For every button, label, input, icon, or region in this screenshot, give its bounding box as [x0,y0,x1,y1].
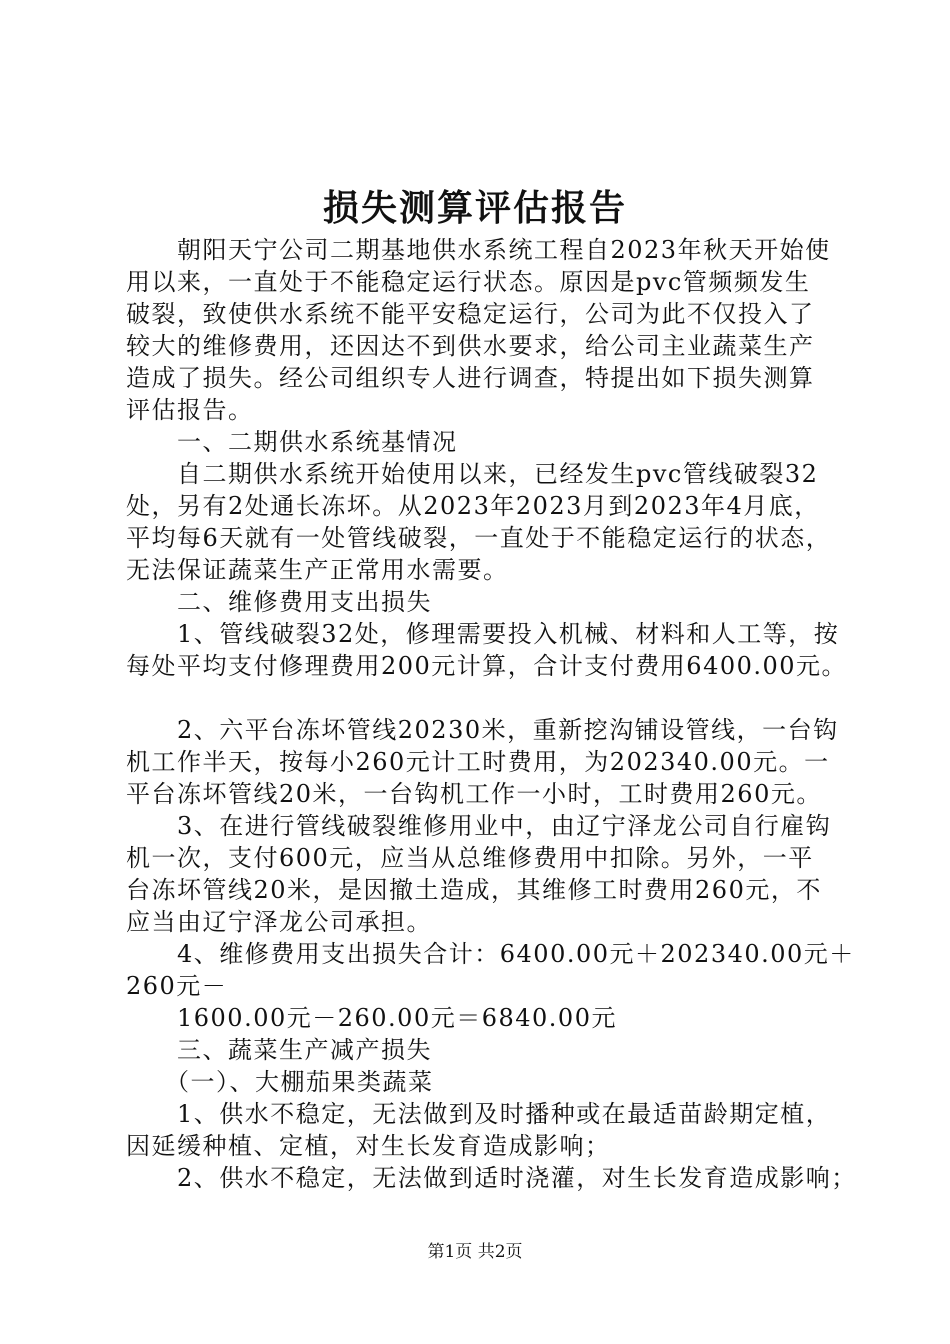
section-heading: 二、维修费用支出损失 [126,588,432,616]
body-line: 应当由辽宁泽龙公司承担。 [126,908,432,936]
body-line: 1600.00元－260.00元＝6840.00元 [126,1004,617,1032]
body-line: 机一次，支付600元，应当从总维修费用中扣除。另外，一平 [126,844,814,872]
body-line: 用以来，一直处于不能稳定运行状态。原因是pvc管频频发生 [126,268,811,296]
section-heading: 一、二期供水系统基情况 [126,428,458,456]
body-line: 1、管线破裂32处，修理需要投入机械、材料和人工等，按 [126,620,840,648]
body-line: 每处平均支付修理费用200元计算，合计支付费用6400.00元。 [126,652,848,680]
body-line: 破裂，致使供水系统不能平安稳定运行，公司为此不仅投入了 [126,300,815,328]
body-line: 因延缓种植、定植，对生长发育造成影响； [126,1132,611,1160]
body-line: 2、供水不稳定，无法做到适时浇灌，对生长发育造成影响； [126,1164,857,1192]
body-line: 台冻坏管线20米，是因撤土造成，其维修工时费用260元，不 [126,876,822,904]
body-line: 较大的维修费用，还因达不到供水要求，给公司主业蔬菜生产 [126,332,815,360]
body-line: 朝阳天宁公司二期基地供水系统工程自2023年秋天开始使 [126,236,831,264]
body-line: 平台冻坏管线20米，一台钩机工作一小时，工时费用260元。 [126,780,822,808]
body-line: 造成了损失。经公司组织专人进行调查，特提出如下损失测算 [126,364,815,392]
body-line: 自二期供水系统开始使用以来，已经发生pvc管线破裂32 [126,460,819,488]
section-heading: 三、蔬菜生产减产损失 [126,1036,432,1064]
body-line: 3、在进行管线破裂维修用业中，由辽宁泽龙公司自行雇钩 [126,812,832,840]
subsection-heading: （一）、大棚茄果类蔬菜 [126,1068,434,1096]
body-line: 无法保证蔬菜生产正常用水需要。 [126,556,509,584]
document-title: 损失测算评估报告 [322,187,627,229]
page-footer: 第1页 共2页 [427,1242,523,1262]
body-line: 260元－ [126,972,228,1000]
body-line: 评估报告。 [126,396,254,424]
body-line: 机工作半天，按每小260元计工时费用，为202340.00元。一 [126,748,830,776]
body-line: 平均每6天就有一处管线破裂，一直处于不能稳定运行的状态， [126,524,832,552]
body-line: 2、六平台冻坏管线20230米，重新挖沟铺设管线，一台钩 [126,716,839,744]
body-line: 处，另有2处通长冻坏。从2023年2023月到2023年4月底， [126,492,820,520]
body-line: 1、供水不稳定，无法做到及时播种或在最适苗龄期定植， [126,1100,832,1128]
blank-line [126,682,846,714]
document-body [126,234,857,1194]
body-line: 4、维修费用支出损失合计：6400.00元＋202340.00元＋ [126,940,855,968]
